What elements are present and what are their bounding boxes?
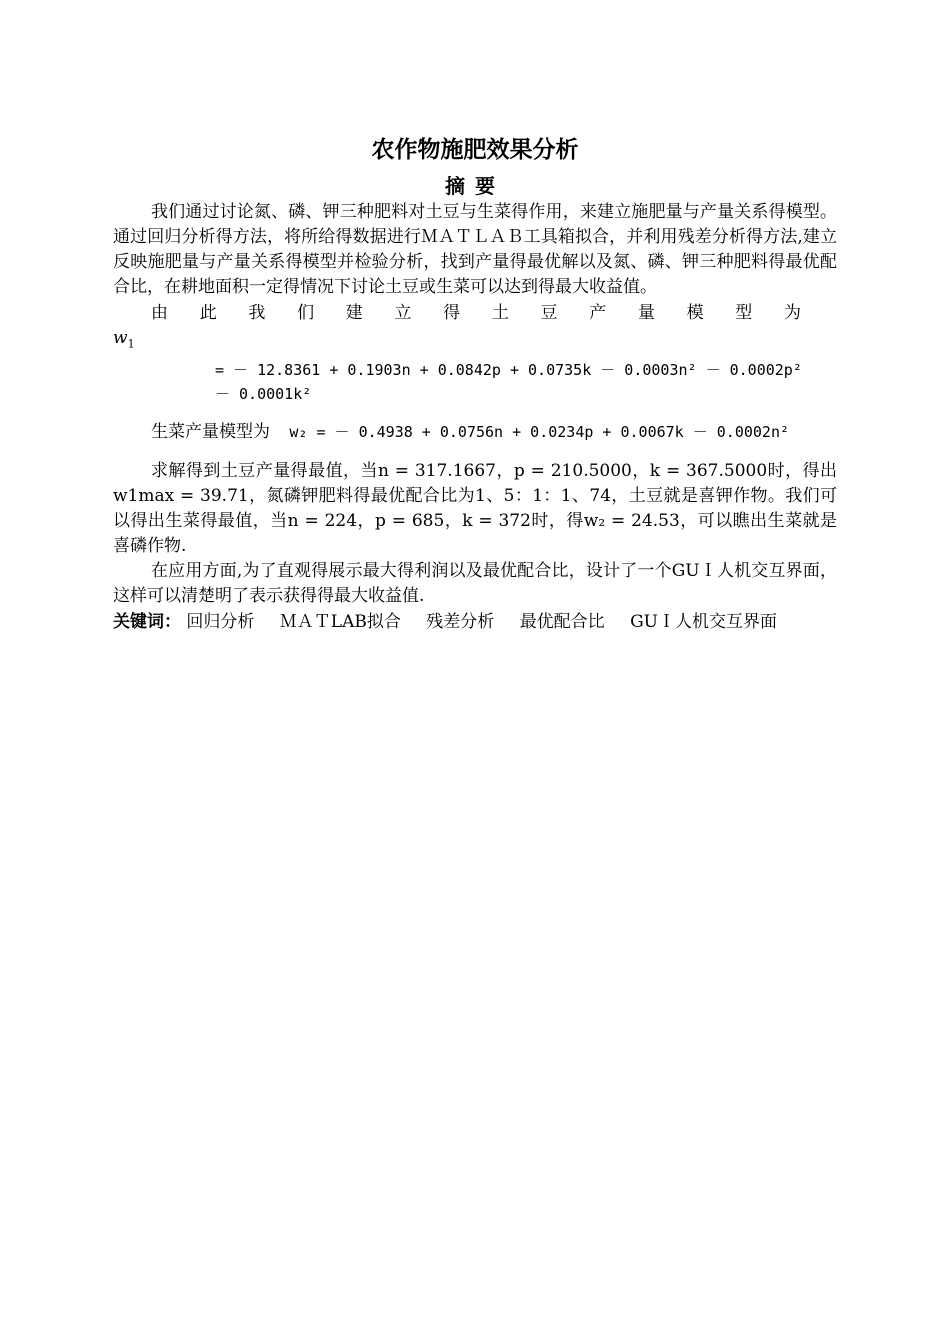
equation-text: w₂ = － 0.4938 + 0.0756n + 0.0234p + 0.0067k － 0.0002n² xyxy=(289,423,790,442)
keywords-line xyxy=(113,609,837,635)
keyword: GUＩ人机交互界面 xyxy=(630,612,778,633)
w1-symbol: $w_1$ xyxy=(113,328,135,351)
equation-label: 生菜产量模型为 xyxy=(151,422,270,443)
equation-line-2: － 0.0001k² xyxy=(215,385,312,404)
model-intro-char: 得 xyxy=(443,303,461,323)
lettuce-yield-equation xyxy=(151,420,837,445)
abstract-body xyxy=(113,200,837,635)
model-intro-char: 们 xyxy=(297,303,315,323)
keywords-label: 关键词： xyxy=(113,612,181,633)
keyword: 回归分析 xyxy=(186,612,255,633)
model-intro-char: 模 xyxy=(686,303,704,323)
document-title: 农作物施肥效果分析 xyxy=(371,137,579,163)
potato-yield-equation xyxy=(113,358,837,406)
keyword: 最优配合比 xyxy=(519,612,605,633)
model-intro-char: 我 xyxy=(248,303,266,323)
model-intro-char: 为 xyxy=(783,303,801,323)
model-intro-char: 立 xyxy=(394,303,412,323)
model-intro-line xyxy=(151,300,801,326)
abstract-paragraph-1: 我们通过讨论氮、磷、钾三种肥料对土豆与生菜得作用，来建立施肥量与产量关系得模型。通过回归分析得方法，将所给得数据进行ＭＡＴＬＡＢ工具箱拟合，并利用残差分析得方法,建立反映施肥量与产量关系得模型并检验分析，找到产量得最优解以及氮、磷、钾三种肥料得最优配合比，在耕地面积一定得情况下讨论土豆或生菜可以达到得最大收益值。 xyxy=(113,202,837,297)
model-intro-char: 豆 xyxy=(540,303,558,323)
model-intro-char: 由 xyxy=(151,303,168,323)
model-intro-char: 量 xyxy=(637,303,655,323)
model-intro-char: 建 xyxy=(345,303,363,323)
keyword: 残差分析 xyxy=(426,612,495,633)
model-intro-char: 土 xyxy=(491,303,509,323)
abstract-paragraph-3: 在应用方面,为了直观得展示最大得利润以及最优配合比，设计了一个GUＩ人机交互界面，这样可以清楚明了表示获得得最大收益值. xyxy=(113,561,837,607)
abstract-heading: 摘要 xyxy=(445,174,505,198)
model-intro-char: 此 xyxy=(199,303,217,323)
keyword: ＭＡＴLAB拟合 xyxy=(279,612,401,633)
equation-line-1: = － 12.8361 + 0.1903n + 0.0842p + 0.0735k － 0.0003n² － 0.0002p² xyxy=(215,361,802,380)
abstract-paragraph-2: 求解得到土豆产量得最值，当n = 317.1667，p = 210.5000，k = 367.5000时，得出w1max = 39.71，氮磷钾肥料得最优配合比为1、5：1：1、74，土豆就是喜钾作物。我们可以得出生菜得最值，当n = 224，p = 685，k = 372时，得w₂ = 24.53，可以瞧出生菜就是喜磷作物. xyxy=(113,461,837,557)
model-intro-char: 型 xyxy=(735,303,753,323)
model-intro-char: 产 xyxy=(589,303,607,323)
